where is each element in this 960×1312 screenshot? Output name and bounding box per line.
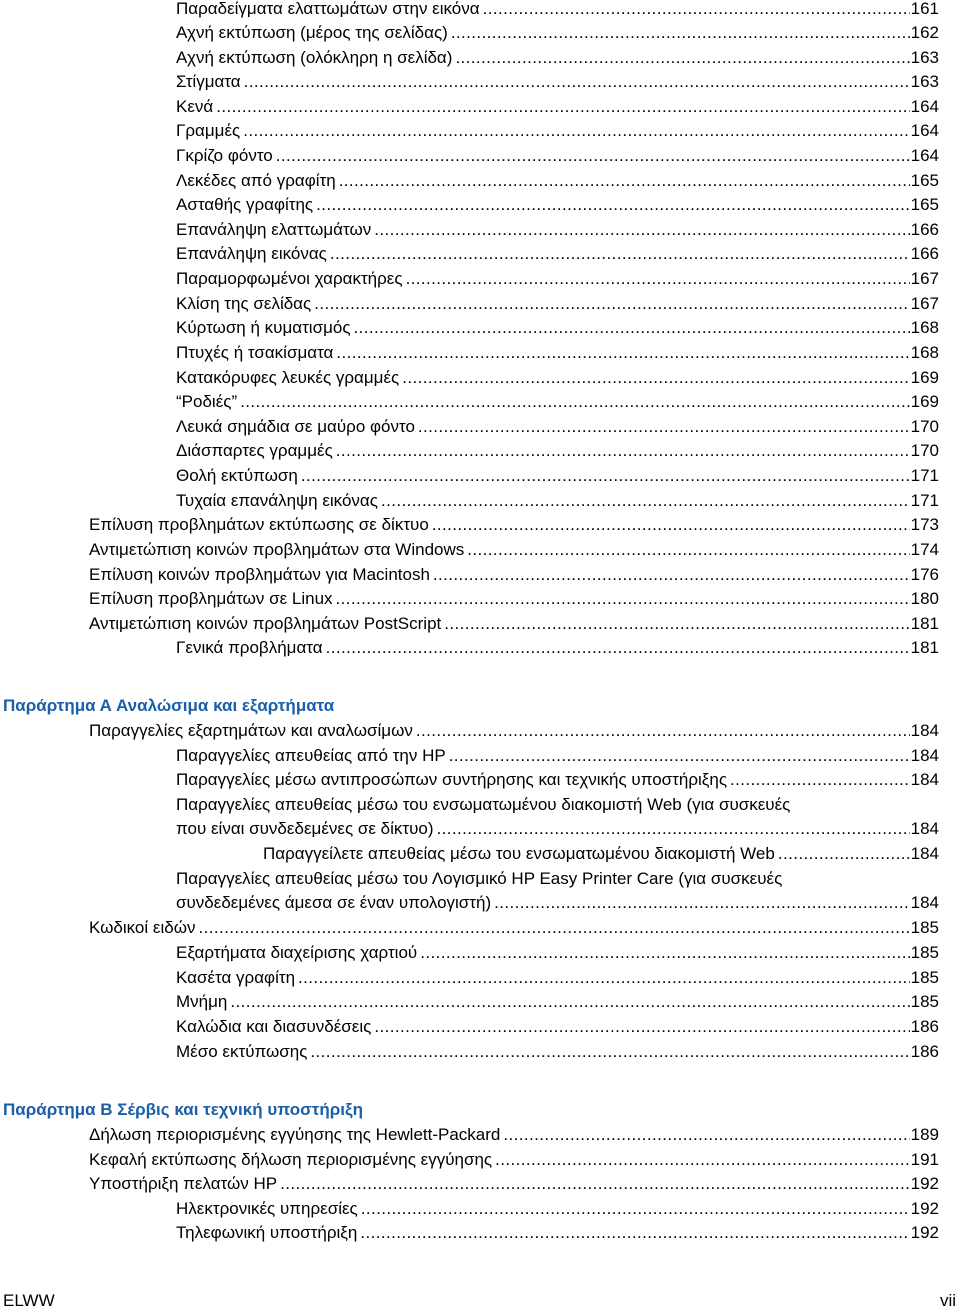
toc-page-number: 171: [910, 466, 939, 485]
dot-leader: [455, 46, 909, 69]
dot-leader: [276, 144, 910, 167]
dot-leader: [444, 612, 909, 635]
toc-entry[interactable]: [176, 119, 939, 142]
toc-entry-text: Αχνή εκτύπωση (ολόκληρη η σελίδα): [176, 48, 453, 67]
toc-entry-text: Υποστήριξη πελατών HP: [89, 1174, 278, 1193]
toc-page-number: 163: [910, 72, 939, 91]
toc-entry[interactable]: [176, 341, 939, 364]
toc-entry-text: Παραγγελίες εξαρτημάτων και αναλωσίμων: [89, 721, 413, 740]
toc-entry-text: Κλίση της σελίδας: [176, 294, 312, 313]
toc-page-number: 164: [910, 97, 939, 116]
toc-entry[interactable]: [89, 612, 939, 635]
dot-leader: [374, 218, 909, 241]
toc-page-number: 168: [910, 343, 939, 362]
dot-leader: [316, 193, 910, 216]
dot-leader: [360, 1221, 909, 1244]
toc-page-number: 165: [910, 195, 939, 214]
toc-page-number: 192: [910, 1174, 939, 1193]
toc-entry[interactable]: [176, 1221, 939, 1244]
toc-entry-text: Πτυχές ή τσακίσματα: [176, 343, 334, 362]
toc-entry-text-line1: Παραγγελίες απευθείας μέσω του Λογισμικό HP Easy Printer Care (για συσκευές: [176, 869, 783, 888]
toc-entry-text: Μέσο εκτύπωσης: [176, 1042, 308, 1061]
toc-entry-text-line1: Παραγγελίες απευθείας μέσω του ενσωματωμένου διακομιστή Web (για συσκευές: [176, 795, 791, 814]
toc-page-number: 167: [910, 269, 939, 288]
dot-leader: [467, 538, 909, 561]
toc-entry[interactable]: [176, 0, 939, 20]
toc-entry-text: Μνήμη: [176, 992, 228, 1011]
toc-entry-text: Αντιμετώπιση κοινών προβλημάτων PostScript: [89, 614, 442, 633]
dot-leader: [418, 415, 910, 438]
toc-entry-text: Κατακόρυφες λευκές γραμμές: [176, 368, 400, 387]
toc-entry[interactable]: [176, 1197, 939, 1220]
toc-entry[interactable]: [89, 1123, 939, 1146]
toc-entry[interactable]: [89, 719, 939, 742]
toc-page-number: 185: [910, 918, 939, 937]
toc-page-number: 181: [910, 614, 939, 633]
toc-entry-text: Παραγγείλετε απευθείας μέσω του ενσωματωμένου διακομιστή Web: [263, 844, 775, 863]
toc-page-number: 166: [910, 244, 939, 263]
appendix-a-heading[interactable]: Παράρτημα Α Αναλώσιμα και εξαρτήματα: [3, 696, 335, 715]
toc-entry-text: Επίλυση προβλημάτων εκτύπωσης σε δίκτυο: [89, 515, 429, 534]
toc-entry[interactable]: [176, 867, 939, 915]
toc-page-number: 184: [910, 746, 939, 765]
toc-entry-text: Επανάληψη ελαττωμάτων: [176, 220, 372, 239]
toc-page-number: 164: [910, 121, 939, 140]
toc-entry[interactable]: [176, 193, 939, 216]
toc-entry[interactable]: [176, 793, 939, 841]
toc-page-number: 184: [910, 819, 939, 838]
toc-entry[interactable]: [176, 464, 939, 487]
toc-page-number: 185: [910, 968, 939, 987]
dot-leader: [730, 768, 910, 791]
toc-entry-text: Τυχαία επανάληψη εικόνας: [176, 491, 378, 510]
toc-entry[interactable]: [176, 169, 939, 192]
appendix-b-heading[interactable]: Παράρτημα Β Σέρβις και τεχνική υποστήριξη: [3, 1100, 363, 1119]
toc-entry[interactable]: [176, 439, 939, 462]
toc-entry[interactable]: [176, 390, 939, 413]
dot-leader: [483, 0, 910, 20]
toc-page-number: 185: [910, 943, 939, 962]
toc-entry-text: Αχνή εκτύπωση (μέρος της σελίδας): [176, 23, 448, 42]
footer-page-number: vii: [939, 1291, 956, 1310]
dot-leader: [406, 267, 910, 290]
toc-page-number: 173: [910, 515, 939, 534]
toc-entry-text: Κασέτα γραφίτη: [176, 968, 296, 987]
toc-entry-text: Στίγματα: [176, 72, 241, 91]
toc-page-number: 181: [910, 638, 939, 657]
dot-leader: [437, 817, 910, 840]
toc-entry-text: Διάσπαρτες γραμμές: [176, 441, 333, 460]
toc-entry-text: Παραγγελίες μέσω αντιπροσώπων συντήρησης και τεχνικής υποστήριξης: [176, 770, 728, 789]
dot-leader: [336, 341, 909, 364]
toc-entry-text: Τηλεφωνική υποστήριξη: [176, 1223, 358, 1242]
dot-leader: [778, 842, 910, 865]
toc-entry[interactable]: [176, 218, 939, 241]
toc-entry-text: Παραδείγματα ελαττωμάτων στην εικόνα: [176, 0, 480, 20]
dot-leader: [336, 439, 910, 462]
toc-entry[interactable]: [176, 316, 939, 339]
toc-entry-text: Θολή εκτύπωση: [176, 466, 298, 485]
toc-entry-text: Κεφαλή εκτύπωσης δήλωση περιορισμένης εγγύησης: [89, 1150, 493, 1169]
toc-entry-text: Ηλεκτρονικές υπηρεσίες: [176, 1199, 358, 1218]
toc-page-number: 191: [910, 1150, 939, 1169]
dot-leader: [433, 563, 910, 586]
dot-leader: [354, 316, 910, 339]
dot-leader: [240, 390, 909, 413]
toc-entry[interactable]: [263, 842, 939, 865]
toc-entry[interactable]: [176, 744, 939, 767]
toc-page-number: 189: [910, 1125, 939, 1144]
toc-page-number: 180: [910, 589, 939, 608]
toc-entry[interactable]: [89, 1172, 939, 1195]
toc-entry[interactable]: [176, 1040, 939, 1063]
dot-leader: [339, 169, 910, 192]
toc-entry-text: Κύρτωση ή κυματισμός: [176, 318, 351, 337]
toc-entry-text: Δήλωση περιορισμένης εγγύησης της Hewlett-Packard: [89, 1125, 501, 1144]
dot-leader: [374, 1015, 909, 1038]
toc-page-number: 161: [910, 0, 939, 18]
toc-page-number: 163: [910, 48, 939, 67]
toc-entry[interactable]: [176, 966, 939, 989]
toc-entry[interactable]: [176, 46, 939, 69]
toc-page-number: 184: [910, 770, 939, 789]
dot-leader: [381, 489, 910, 512]
toc-page-number: 184: [910, 844, 939, 863]
toc-page-number: 192: [910, 1199, 939, 1218]
toc-page-number: 168: [910, 318, 939, 337]
dot-leader: [326, 636, 910, 659]
toc-entry[interactable]: [176, 21, 939, 44]
toc-entry[interactable]: [176, 144, 939, 167]
toc-entry-text: Παραμορφωμένοι χαρακτήρες: [176, 269, 403, 288]
dot-leader: [330, 242, 910, 265]
toc-entry-text: Γραμμές: [176, 121, 241, 140]
toc-entry-text: Κενά: [176, 97, 214, 116]
toc-entry-text: Καλώδια και διασυνδέσεις: [176, 1017, 372, 1036]
toc-entry[interactable]: [176, 366, 939, 389]
toc-page-number: 171: [910, 491, 939, 510]
dot-leader: [402, 366, 909, 389]
toc-entry-text: Ασταθής γραφίτης: [176, 195, 314, 214]
dot-leader: [244, 70, 910, 93]
toc-entry-text: συνδεδεμένες άμεσα σε έναν υπολογιστή): [176, 893, 492, 912]
dot-leader: [495, 1148, 909, 1171]
toc-entry-text: Επίλυση κοινών προβλημάτων για Macintosh: [89, 565, 430, 584]
dot-leader: [230, 990, 909, 1013]
toc-page-number: 167: [910, 294, 939, 313]
dot-leader: [416, 719, 910, 742]
toc-page-number: 162: [910, 23, 939, 42]
toc-page-number: 169: [910, 392, 939, 411]
toc-entry[interactable]: [89, 538, 939, 561]
footer-doc-code: ELWW: [3, 1291, 55, 1310]
dot-leader: [280, 1172, 909, 1195]
toc-entry-text: Γκρίζο φόντο: [176, 146, 273, 165]
toc-page-number: 186: [910, 1042, 939, 1061]
toc-entry-text: Γενικά προβλήματα: [176, 638, 323, 657]
toc-entry[interactable]: [176, 267, 939, 290]
toc-page-number: 185: [910, 992, 939, 1011]
toc-entry[interactable]: [176, 489, 939, 512]
dot-leader: [310, 1040, 909, 1063]
toc-entry[interactable]: [176, 768, 939, 791]
toc-entry[interactable]: [176, 415, 939, 438]
toc-page-number: 174: [910, 540, 939, 559]
dot-leader: [432, 513, 910, 536]
toc-page-number: 186: [910, 1017, 939, 1036]
dot-leader: [449, 744, 910, 767]
toc-entry-text: Επανάληψη εικόνας: [176, 244, 327, 263]
dot-leader: [451, 21, 910, 44]
dot-leader: [420, 941, 909, 964]
toc-entry-text: Λεκέδες από γραφίτη: [176, 171, 336, 190]
toc-page-number: 192: [910, 1223, 939, 1242]
toc-entry-text: Παραγγελίες απευθείας από την HP: [176, 746, 446, 765]
toc-page-number: 164: [910, 146, 939, 165]
toc-entry[interactable]: [176, 242, 939, 265]
dot-leader: [301, 464, 910, 487]
toc-page-number: 169: [910, 368, 939, 387]
toc-page-number: 184: [910, 721, 939, 740]
dot-leader: [494, 891, 910, 914]
toc-entry[interactable]: [176, 1015, 939, 1038]
toc-page-number: 184: [910, 893, 939, 912]
dot-leader: [198, 916, 909, 939]
dot-leader: [298, 966, 910, 989]
toc-entry[interactable]: [89, 563, 939, 586]
toc-entry[interactable]: [176, 941, 939, 964]
toc-entry-text: Κωδικοί ειδών: [89, 918, 196, 937]
toc-entry-text: που είναι συνδεδεμένες σε δίκτυο): [176, 819, 434, 838]
toc-entry-text: Λευκά σημάδια σε μαύρο φόντο: [176, 417, 415, 436]
toc-entry[interactable]: [89, 513, 939, 536]
toc-page-number: 166: [910, 220, 939, 239]
toc-page-number: 170: [910, 417, 939, 436]
toc-page-number: 176: [910, 565, 939, 584]
dot-leader: [503, 1123, 909, 1146]
dot-leader: [243, 119, 909, 142]
toc-entry[interactable]: [176, 292, 939, 315]
toc-entry[interactable]: [89, 916, 939, 939]
toc-page-number: 170: [910, 441, 939, 460]
toc-entry[interactable]: [89, 587, 939, 610]
toc-entry-text: Εξαρτήματα διαχείρισης χαρτιού: [176, 943, 418, 962]
toc-entry[interactable]: [176, 70, 939, 93]
toc-entry-text: Επίλυση προβλημάτων σε Linux: [89, 589, 333, 608]
toc-entry[interactable]: [176, 95, 939, 118]
toc-entry-text: “Ροδιές”: [176, 392, 238, 411]
dot-leader: [361, 1197, 910, 1220]
toc-entry[interactable]: [176, 990, 939, 1013]
toc-entry[interactable]: [176, 636, 939, 659]
dot-leader: [314, 292, 909, 315]
dot-leader: [216, 95, 909, 118]
dot-leader: [336, 587, 910, 610]
toc-entry[interactable]: [89, 1148, 939, 1171]
toc-page-number: 165: [910, 171, 939, 190]
toc-entry-text: Αντιμετώπιση κοινών προβλημάτων στα Windows: [89, 540, 465, 559]
